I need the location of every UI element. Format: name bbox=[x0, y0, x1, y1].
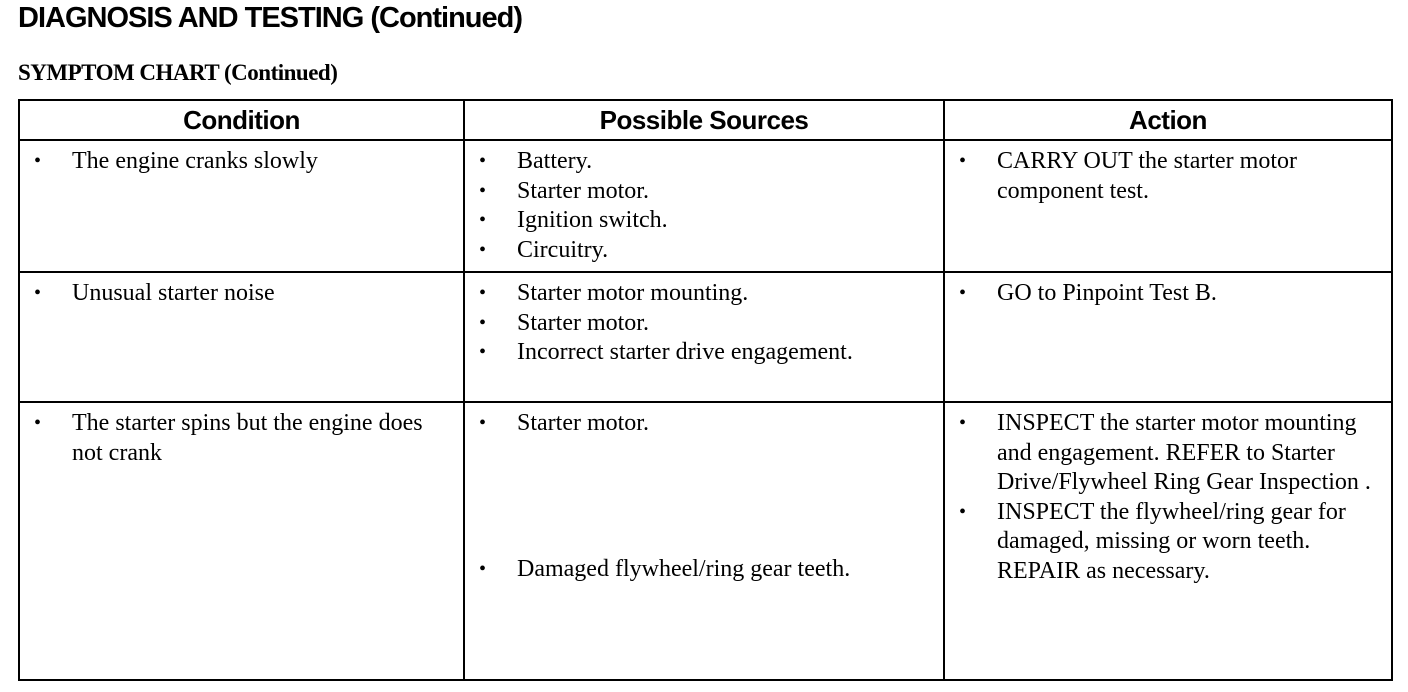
action-cell bbox=[944, 140, 1392, 272]
list-item bbox=[26, 279, 457, 309]
column-header-action: Action bbox=[944, 100, 1392, 140]
table-row bbox=[19, 272, 1392, 402]
action-cell bbox=[944, 402, 1392, 680]
page-title: DIAGNOSIS AND TESTING (Continued) bbox=[18, 2, 523, 34]
list-item bbox=[471, 338, 937, 368]
bullet-icon: • bbox=[479, 412, 487, 434]
bullet-icon: • bbox=[959, 282, 967, 304]
condition-cell bbox=[19, 402, 464, 680]
source-text: Starter motor. bbox=[517, 410, 649, 436]
source-text: Starter motor. bbox=[517, 177, 649, 204]
bullet-icon: • bbox=[479, 238, 487, 261]
bullet-icon: • bbox=[479, 209, 487, 231]
list-item bbox=[951, 498, 1385, 587]
source-text: Ignition switch. bbox=[517, 207, 668, 233]
condition-text: The starter spins but the engine does not crank bbox=[72, 410, 423, 466]
bullet-icon: • bbox=[34, 282, 42, 304]
bullet-icon: • bbox=[479, 150, 487, 172]
action-cell bbox=[944, 272, 1392, 402]
source-text: Circuitry. bbox=[517, 236, 609, 263]
list-item bbox=[471, 309, 937, 339]
table-row bbox=[19, 402, 1392, 680]
list-item bbox=[471, 177, 937, 207]
action-text: INSPECT the starter motor mounting and engagement. REFER to Starter Drive/Flywheel Ring Gear Inspection . bbox=[997, 410, 1371, 495]
sources-cell bbox=[464, 402, 944, 680]
sources-cell bbox=[464, 140, 944, 272]
table-header-row bbox=[19, 100, 1392, 140]
list-item bbox=[471, 555, 937, 585]
action-text: GO to Pinpoint Test B. bbox=[997, 280, 1217, 306]
list-item bbox=[26, 409, 457, 468]
list-item bbox=[471, 279, 937, 309]
bullet-icon: • bbox=[479, 341, 487, 363]
sources-cell bbox=[464, 272, 944, 402]
symptom-chart-table bbox=[18, 99, 1393, 681]
bullet-icon: • bbox=[479, 311, 487, 334]
action-text: INSPECT the flywheel/ring gear for damaged, missing or worn teeth. REPAIR as necessary. bbox=[997, 498, 1346, 584]
bullet-icon: • bbox=[479, 557, 487, 580]
source-text: Starter motor. bbox=[517, 309, 649, 336]
action-text: CARRY OUT the starter motor component test. bbox=[997, 148, 1297, 204]
list-item bbox=[471, 409, 937, 439]
list-item bbox=[26, 147, 457, 177]
list-item bbox=[471, 236, 937, 266]
list-item bbox=[471, 147, 937, 177]
source-text: Damaged flywheel/ring gear teeth. bbox=[517, 555, 851, 582]
bullet-icon: • bbox=[34, 150, 42, 172]
condition-text: The engine cranks slowly bbox=[72, 148, 318, 174]
bullet-icon: • bbox=[479, 179, 487, 202]
list-item bbox=[951, 409, 1385, 498]
source-text: Incorrect starter drive engagement. bbox=[517, 339, 853, 365]
condition-cell bbox=[19, 140, 464, 272]
source-text: Battery. bbox=[517, 148, 593, 174]
list-item bbox=[951, 279, 1385, 309]
list-item bbox=[471, 206, 937, 236]
table-row bbox=[19, 140, 1392, 272]
section-title: SYMPTOM CHART (Continued) bbox=[18, 60, 338, 85]
condition-cell bbox=[19, 272, 464, 402]
list-item bbox=[951, 147, 1385, 206]
source-text: Starter motor mounting. bbox=[517, 280, 749, 306]
column-header-possible-sources: Possible Sources bbox=[464, 100, 944, 140]
bullet-icon: • bbox=[959, 412, 967, 434]
bullet-icon: • bbox=[479, 282, 487, 304]
bullet-icon: • bbox=[959, 500, 967, 523]
bullet-icon: • bbox=[959, 150, 967, 172]
bullet-icon: • bbox=[34, 412, 42, 434]
column-header-condition: Condition bbox=[19, 100, 464, 140]
condition-text: Unusual starter noise bbox=[72, 280, 275, 306]
